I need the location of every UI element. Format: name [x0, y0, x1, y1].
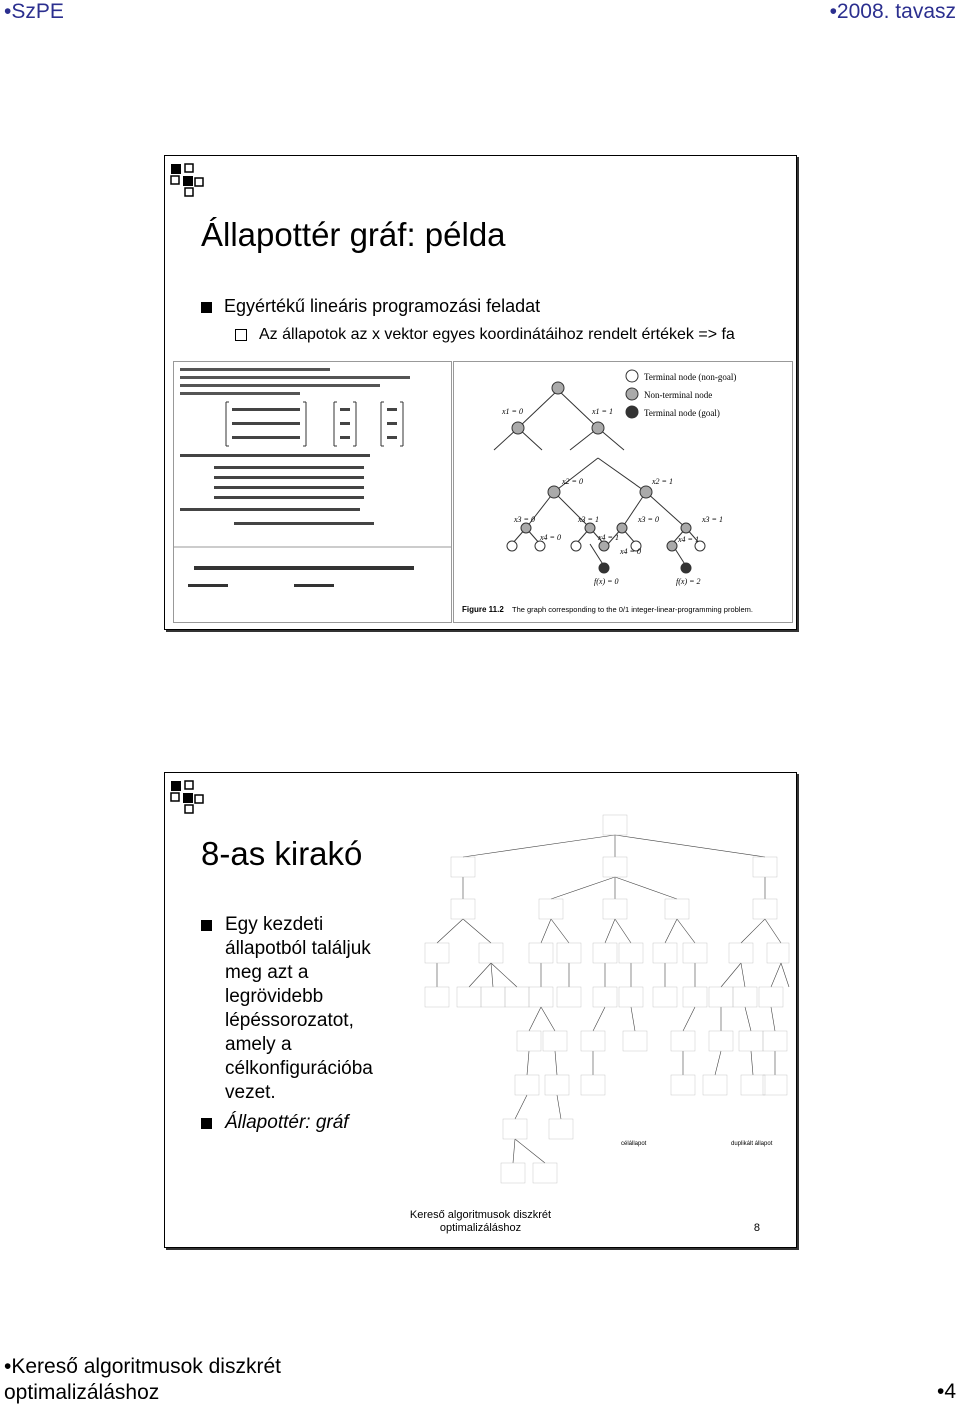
header-left: •SzPE	[4, 0, 64, 23]
tree-node	[552, 382, 564, 394]
tree-node	[512, 422, 524, 434]
edge-label: x4 = 0	[540, 533, 561, 542]
tree-node	[681, 563, 691, 573]
header-right: •2008. tavasz	[829, 0, 956, 23]
edge-label: x2 = 0	[562, 477, 583, 486]
slide-title: 8-as kirakó	[201, 835, 363, 872]
tree-node	[548, 486, 560, 498]
duplicate-state-label: duplikált állapot	[731, 1141, 773, 1147]
slide-footer	[165, 1209, 796, 1235]
edge-label: x1 = 1	[592, 407, 613, 416]
hollow-square-bullet-icon	[235, 329, 247, 341]
legend-nonterminal: Non-terminal node	[644, 390, 713, 400]
tree-node	[681, 523, 691, 533]
tree-node	[521, 523, 531, 533]
square-bullet-icon	[201, 920, 212, 931]
legend-terminal: Terminal node (non-goal)	[644, 372, 737, 382]
legend-goal-icon	[626, 406, 638, 418]
tree-node	[617, 523, 627, 533]
bullet-text: Állapottér: gráf	[225, 1112, 349, 1133]
example-figure	[173, 361, 452, 623]
page-footer-line-2: optimalizáláshoz	[4, 1381, 160, 1404]
slide-title: Állapottér gráf: példa	[201, 216, 506, 253]
square-bullet-icon	[201, 302, 212, 313]
edge-label: x3 = 1	[578, 515, 599, 524]
puzzle-tree-figure	[415, 793, 790, 1203]
result-label: f(x) = 0	[594, 577, 619, 586]
bullet-item	[201, 913, 401, 1105]
square-bullet-icon	[201, 1118, 212, 1129]
edge-label: x3 = 0	[638, 515, 659, 524]
legend-terminal-icon	[626, 370, 638, 382]
legend-goal: Terminal node (goal)	[644, 408, 720, 418]
checker-logo-icon	[169, 779, 207, 817]
page-number: •4	[936, 1380, 956, 1403]
tree-node	[585, 523, 595, 533]
tree-node	[667, 541, 677, 551]
goal-state-label: célállapot	[621, 1141, 647, 1147]
bullet-sub	[235, 326, 735, 344]
edge-label: x3 = 1	[702, 515, 723, 524]
tree-node	[571, 541, 581, 551]
tree-node	[592, 422, 604, 434]
result-label: f(x) = 2	[676, 577, 701, 586]
tree-node	[535, 541, 545, 551]
edge-label: x4 = 1	[678, 535, 699, 544]
bullet-item	[201, 1111, 401, 1135]
edge-label: x3 = 0	[514, 515, 535, 524]
edge-label: x2 = 1	[652, 477, 673, 486]
tree-node	[507, 541, 517, 551]
checker-logo-icon	[169, 162, 207, 200]
tree-node	[599, 563, 609, 573]
figure-caption: The graph corresponding to the 0/1 integer-linear-programming problem.	[512, 605, 753, 614]
footer-line-1: Kereső algoritmusok diszkrét	[409, 1209, 552, 1221]
edge-label: x1 = 0	[502, 407, 523, 416]
slide-2	[164, 772, 797, 1248]
slide-page-number: 8	[753, 1222, 760, 1234]
bullet-main	[201, 296, 540, 317]
page-footer	[4, 1354, 281, 1406]
puzzle-boards	[425, 815, 789, 1183]
slide-2-text	[201, 913, 401, 1141]
page-footer-line-1: •Kereső algoritmusok diszkrét	[4, 1355, 281, 1378]
figure-number: Figure 11.2	[462, 605, 504, 614]
edge-label: x4 = 0	[620, 547, 641, 556]
ilp-tree-figure	[453, 361, 793, 623]
edge-label: x4 = 1	[598, 533, 619, 542]
tree-node	[640, 486, 652, 498]
tree-node	[599, 541, 609, 551]
legend-nonterminal-icon	[626, 388, 638, 400]
bullet-text: Egy kezdeti állapotból találjuk meg azt a legrövidebb lépéssorozatot, amely a célkonfigurációba vezet.	[225, 914, 373, 1103]
footer-line-2: optimalizáláshoz	[439, 1222, 522, 1234]
slide-1	[164, 155, 797, 630]
bullet-main-text: Egyértékű lineáris programozási feladat	[224, 296, 541, 316]
bullet-sub-text: Az állapotok az x vektor egyes koordinátáihoz rendelt értékek => fa	[259, 326, 735, 343]
